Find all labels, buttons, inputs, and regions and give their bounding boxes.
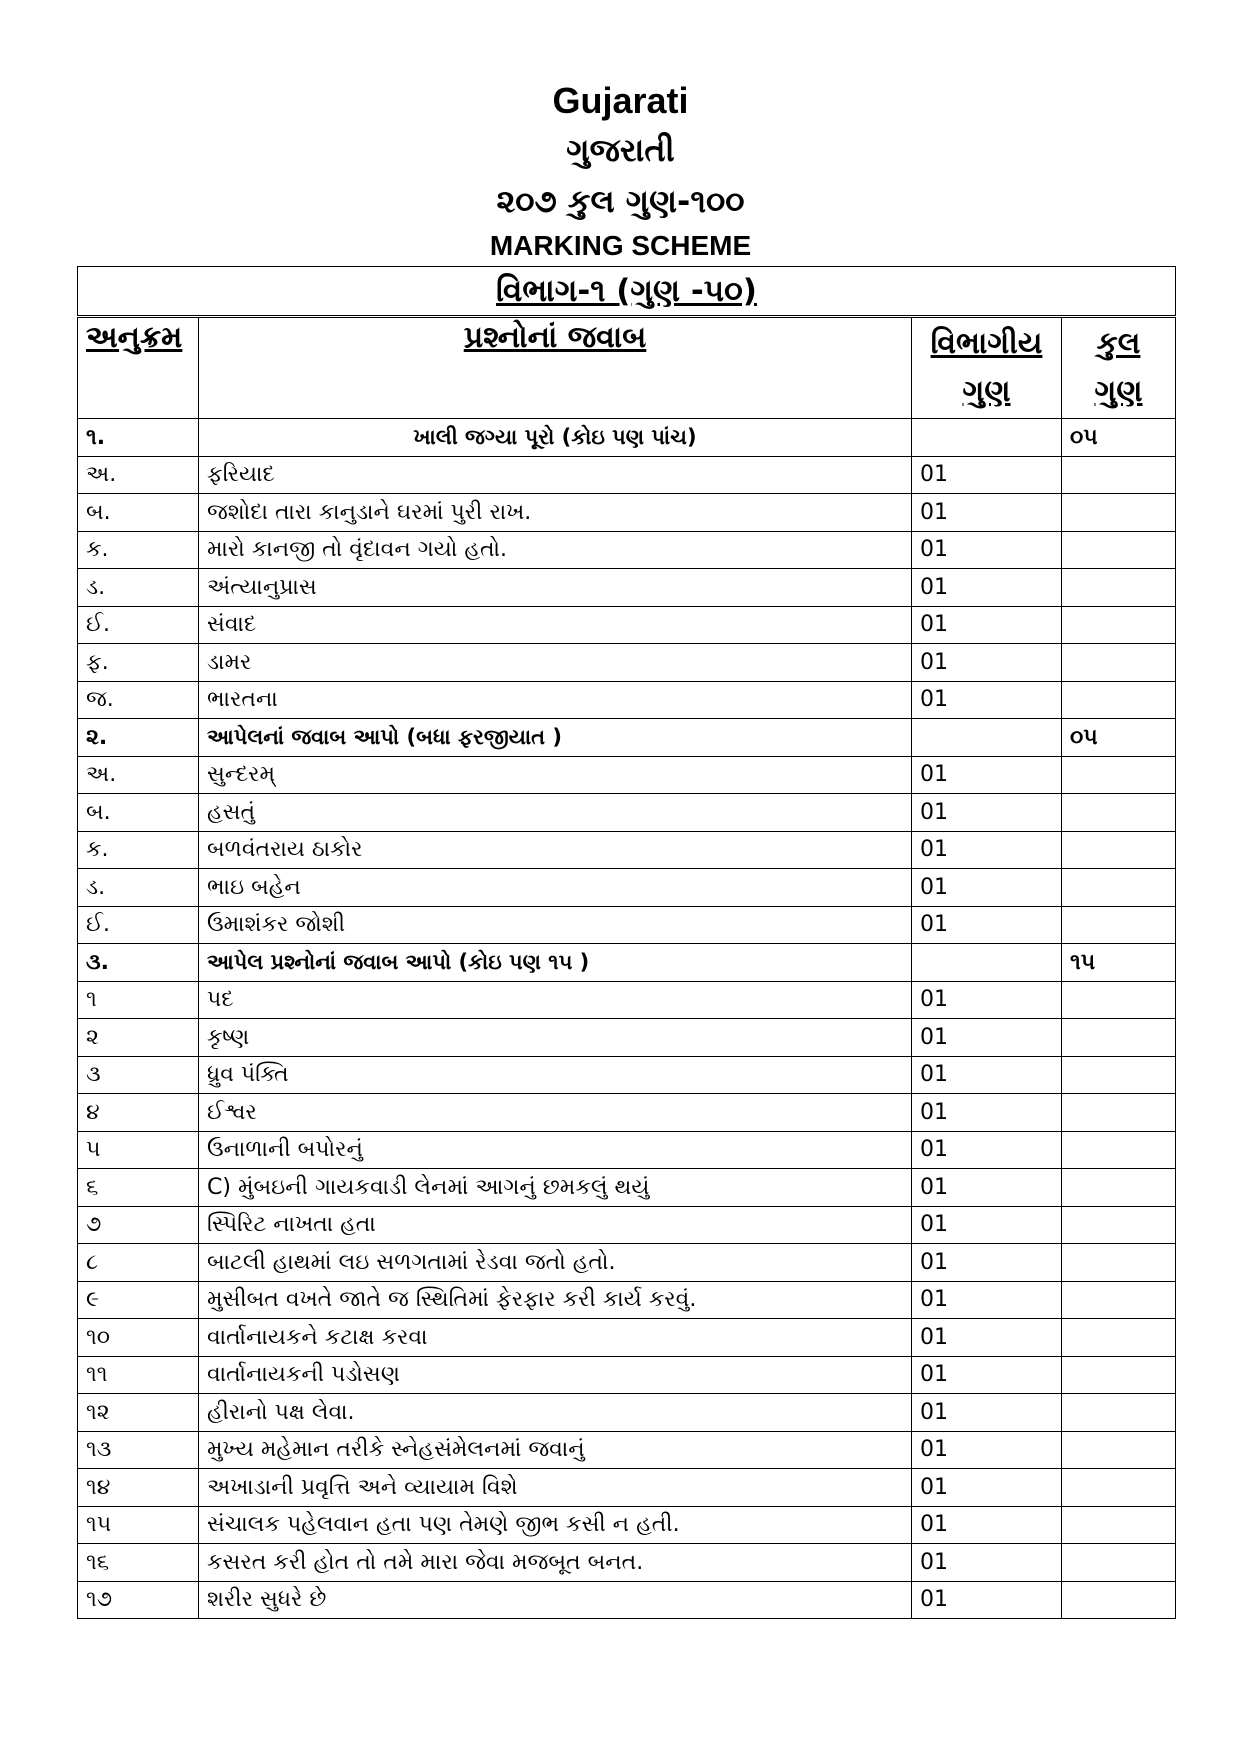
answer-cell: અખાડાની પ્રવૃત્તિ અને વ્યાયામ વિશે	[199, 1469, 912, 1507]
total-marks-cell	[1062, 456, 1176, 494]
serial-cell: ૫	[78, 1131, 199, 1169]
sub-marks-cell: 01	[912, 756, 1062, 794]
serial-cell: અ.	[78, 456, 199, 494]
serial-cell: ૧૫	[78, 1506, 199, 1544]
serial-cell: ઈ.	[78, 606, 199, 644]
total-marks-cell	[1062, 1094, 1176, 1132]
serial-cell: ૩	[78, 1056, 199, 1094]
answer-cell: મુખ્ય મહેમાન તરીકે સ્નેહસંમેલનમાં જવાનું	[199, 1431, 912, 1469]
total-marks-cell	[1062, 1394, 1176, 1432]
serial-cell: બ.	[78, 794, 199, 832]
table-row	[78, 1319, 1176, 1357]
serial-cell: ડ.	[78, 569, 199, 607]
serial-cell: ૩.	[78, 944, 199, 982]
answer-cell: મારો કાનજી તો વૃંદાવન ગયો હતો.	[199, 531, 912, 569]
answer-cell: સંવાદ	[199, 606, 912, 644]
total-marks-cell	[1062, 1544, 1176, 1582]
section-heading: વિભાગ-૧ (ગુણ -૫૦)	[77, 266, 1176, 316]
table-header-row	[78, 318, 1176, 419]
serial-cell: ૯	[78, 1281, 199, 1319]
answer-cell: પદ	[199, 981, 912, 1019]
table-row	[78, 794, 1176, 832]
answer-cell: સુન્દરમ્	[199, 756, 912, 794]
table-row	[78, 1281, 1176, 1319]
table-row	[78, 1356, 1176, 1394]
total-marks-cell	[1062, 1056, 1176, 1094]
total-marks-cell: ૦૫	[1062, 419, 1176, 457]
sub-marks-cell: 01	[912, 606, 1062, 644]
serial-cell: ૧૩	[78, 1431, 199, 1469]
table-row	[78, 569, 1176, 607]
total-marks-cell	[1062, 906, 1176, 944]
sub-marks-cell: 01	[912, 1056, 1062, 1094]
answer-cell: કસરત કરી હોત તો તમે મારા જેવા મજબૂત બનત.	[199, 1544, 912, 1582]
total-marks-cell	[1062, 1206, 1176, 1244]
total-marks-cell	[1062, 831, 1176, 869]
table-row	[78, 869, 1176, 907]
total-marks-cell	[1062, 531, 1176, 569]
answer-cell: મુસીબત વખતે જાતે જ સ્થિતિમાં ફેરફાર કરી કાર્ય કરવું.	[199, 1281, 912, 1319]
answer-cell: અંત્યાનુપ્રાસ	[199, 569, 912, 607]
table-row	[78, 456, 1176, 494]
table-row	[78, 1431, 1176, 1469]
sub-marks-cell: 01	[912, 1206, 1062, 1244]
sub-marks-cell: 01	[912, 681, 1062, 719]
table-row	[78, 1094, 1176, 1132]
total-marks-cell	[1062, 644, 1176, 682]
total-marks-cell	[1062, 1581, 1176, 1619]
table-row	[78, 981, 1176, 1019]
table-row	[78, 1206, 1176, 1244]
answer-cell: હસતું	[199, 794, 912, 832]
table-row	[78, 1131, 1176, 1169]
table-row	[78, 1056, 1176, 1094]
table-row	[78, 756, 1176, 794]
serial-cell: ૧.	[78, 419, 199, 457]
serial-cell: ક.	[78, 831, 199, 869]
table-row	[78, 906, 1176, 944]
serial-cell: અ.	[78, 756, 199, 794]
serial-cell: ક.	[78, 531, 199, 569]
marking-scheme-table	[77, 317, 1176, 1619]
document-subtitle-marks: ૨૦૭ કુલ ગુણ-૧૦૦	[496, 182, 745, 220]
sub-marks-cell: 01	[912, 1581, 1062, 1619]
table-row	[78, 1544, 1176, 1582]
total-marks-cell	[1062, 1019, 1176, 1057]
serial-cell: ૮	[78, 1244, 199, 1282]
answer-cell: બાટલી હાથમાં લઇ સળગતામાં રેડવા જતો હતો.	[199, 1244, 912, 1282]
answer-cell: ઈશ્વર	[199, 1094, 912, 1132]
serial-cell: જ.	[78, 681, 199, 719]
total-marks-cell	[1062, 1431, 1176, 1469]
sub-marks-cell: 01	[912, 1281, 1062, 1319]
answer-cell: ભારતના	[199, 681, 912, 719]
sub-marks-cell: 01	[912, 1544, 1062, 1582]
serial-cell: ૧૬	[78, 1544, 199, 1582]
answer-cell: જશોદા તારા કાનુડાને ઘરમાં પુરી રાખ.	[199, 494, 912, 532]
answer-cell: C) મુંબઇની ગાયકવાડી લેનમાં આગનું છમકલું થયું	[199, 1169, 912, 1207]
total-marks-cell	[1062, 869, 1176, 907]
marking-scheme-heading: MARKING SCHEME	[489, 230, 752, 261]
answer-cell: ઉમાશંકર જોશી	[199, 906, 912, 944]
question-heading-row	[78, 719, 1176, 757]
sub-marks-cell: 01	[912, 794, 1062, 832]
sub-marks-cell: 01	[912, 1244, 1062, 1282]
sub-marks-cell: 01	[912, 906, 1062, 944]
header-sub-marks: વિભાગીય ગુણ	[912, 318, 1062, 419]
table-row	[78, 1019, 1176, 1057]
question-heading-row	[78, 944, 1176, 982]
answer-cell: સંચાલક પહેલવાન હતા પણ તેમણે જીભ કસી ન હતી.	[199, 1506, 912, 1544]
table-row	[78, 1169, 1176, 1207]
total-marks-cell	[1062, 569, 1176, 607]
serial-cell: ૬	[78, 1169, 199, 1207]
serial-cell: ૨.	[78, 719, 199, 757]
sub-marks-cell: 01	[912, 869, 1062, 907]
answer-cell: કૃષ્ણ	[199, 1019, 912, 1057]
serial-cell: ૧૪	[78, 1469, 199, 1507]
total-marks-cell	[1062, 1506, 1176, 1544]
sub-marks-cell: 01	[912, 831, 1062, 869]
answer-cell: સ્પિરિટ નાખતા હતા	[199, 1206, 912, 1244]
table-row	[78, 1394, 1176, 1432]
total-marks-cell	[1062, 681, 1176, 719]
total-marks-cell	[1062, 1469, 1176, 1507]
total-marks-cell	[1062, 794, 1176, 832]
sub-marks-cell: 01	[912, 1169, 1062, 1207]
sub-marks-cell: 01	[912, 1356, 1062, 1394]
table-row	[78, 531, 1176, 569]
table-row	[78, 1506, 1176, 1544]
total-marks-cell: ૧૫	[1062, 944, 1176, 982]
question-heading-row	[78, 419, 1176, 457]
total-marks-cell	[1062, 1319, 1176, 1357]
total-marks-cell	[1062, 1356, 1176, 1394]
serial-cell: ૪	[78, 1094, 199, 1132]
table-row	[78, 644, 1176, 682]
sub-marks-cell: 01	[912, 1131, 1062, 1169]
table-row	[78, 606, 1176, 644]
header-serial: અનુક્રમ	[78, 318, 199, 419]
serial-cell: ફ.	[78, 644, 199, 682]
table-row	[78, 681, 1176, 719]
serial-cell: ૧૦	[78, 1319, 199, 1357]
sub-marks-cell: 01	[912, 981, 1062, 1019]
table-row	[78, 1581, 1176, 1619]
serial-cell: ૧૭	[78, 1581, 199, 1619]
serial-cell: ૧	[78, 981, 199, 1019]
total-marks-cell	[1062, 756, 1176, 794]
answer-cell: બળવંતરાય ઠાકોર	[199, 831, 912, 869]
sub-marks-cell: 01	[912, 1506, 1062, 1544]
sub-marks-cell: 01	[912, 1019, 1062, 1057]
answer-cell: વાર્તાનાયકની પડોસણ	[199, 1356, 912, 1394]
serial-cell: ઈ.	[78, 906, 199, 944]
sub-marks-cell	[912, 419, 1062, 457]
total-marks-cell: ૦૫	[1062, 719, 1176, 757]
answer-cell: વાર્તાનાયકને કટાક્ષ કરવા	[199, 1319, 912, 1357]
document-title-gujarati: ગુજરાતી	[566, 131, 675, 169]
answer-cell: ફરિયાદ	[199, 456, 912, 494]
sub-marks-cell: 01	[912, 1319, 1062, 1357]
table-row	[78, 494, 1176, 532]
sub-marks-cell: 01	[912, 531, 1062, 569]
table-row	[78, 831, 1176, 869]
serial-cell: ૨	[78, 1019, 199, 1057]
total-marks-cell	[1062, 606, 1176, 644]
serial-cell: ૭	[78, 1206, 199, 1244]
total-marks-cell	[1062, 1281, 1176, 1319]
sub-marks-cell	[912, 944, 1062, 982]
sub-marks-cell: 01	[912, 1469, 1062, 1507]
answer-cell: ખાલી જગ્યા પૂરો (કોઇ પણ પાંચ)	[199, 419, 912, 457]
answer-cell: ધ્રુવ પંક્તિ	[199, 1056, 912, 1094]
sub-marks-cell: 01	[912, 644, 1062, 682]
answer-cell: આપેલનાં જવાબ આપો (બધા ફરજીયાત )	[199, 719, 912, 757]
total-marks-cell	[1062, 494, 1176, 532]
header-answers: પ્રશ્નોનાં જવાબ	[199, 318, 912, 419]
sub-marks-cell: 01	[912, 1431, 1062, 1469]
sub-marks-cell: 01	[912, 1094, 1062, 1132]
total-marks-cell	[1062, 1131, 1176, 1169]
sub-marks-cell: 01	[912, 569, 1062, 607]
serial-cell: ડ.	[78, 869, 199, 907]
serial-cell: ૧૨	[78, 1394, 199, 1432]
answer-cell: આપેલ પ્રશ્નોનાં જવાબ આપો (કોઇ પણ ૧૫ )	[199, 944, 912, 982]
serial-cell: ૧૧	[78, 1356, 199, 1394]
sub-marks-cell: 01	[912, 494, 1062, 532]
answer-cell: ઉનાળાની બપોરનું	[199, 1131, 912, 1169]
answer-cell: ભાઇ બહેન	[199, 869, 912, 907]
answer-cell: ડામર	[199, 644, 912, 682]
sub-marks-cell: 01	[912, 1394, 1062, 1432]
answer-cell: શરીર સુધરે છે	[199, 1581, 912, 1619]
total-marks-cell	[1062, 981, 1176, 1019]
table-row	[78, 1244, 1176, 1282]
answer-cell: હીરાનો પક્ષ લેવા.	[199, 1394, 912, 1432]
sub-marks-cell	[912, 719, 1062, 757]
table-row	[78, 1469, 1176, 1507]
total-marks-cell	[1062, 1169, 1176, 1207]
document-title-english: Gujarati	[552, 80, 689, 121]
sub-marks-cell: 01	[912, 456, 1062, 494]
header-total-marks: કુલ ગુણ	[1062, 318, 1176, 419]
serial-cell: બ.	[78, 494, 199, 532]
total-marks-cell	[1062, 1244, 1176, 1282]
table-body	[78, 419, 1176, 1619]
